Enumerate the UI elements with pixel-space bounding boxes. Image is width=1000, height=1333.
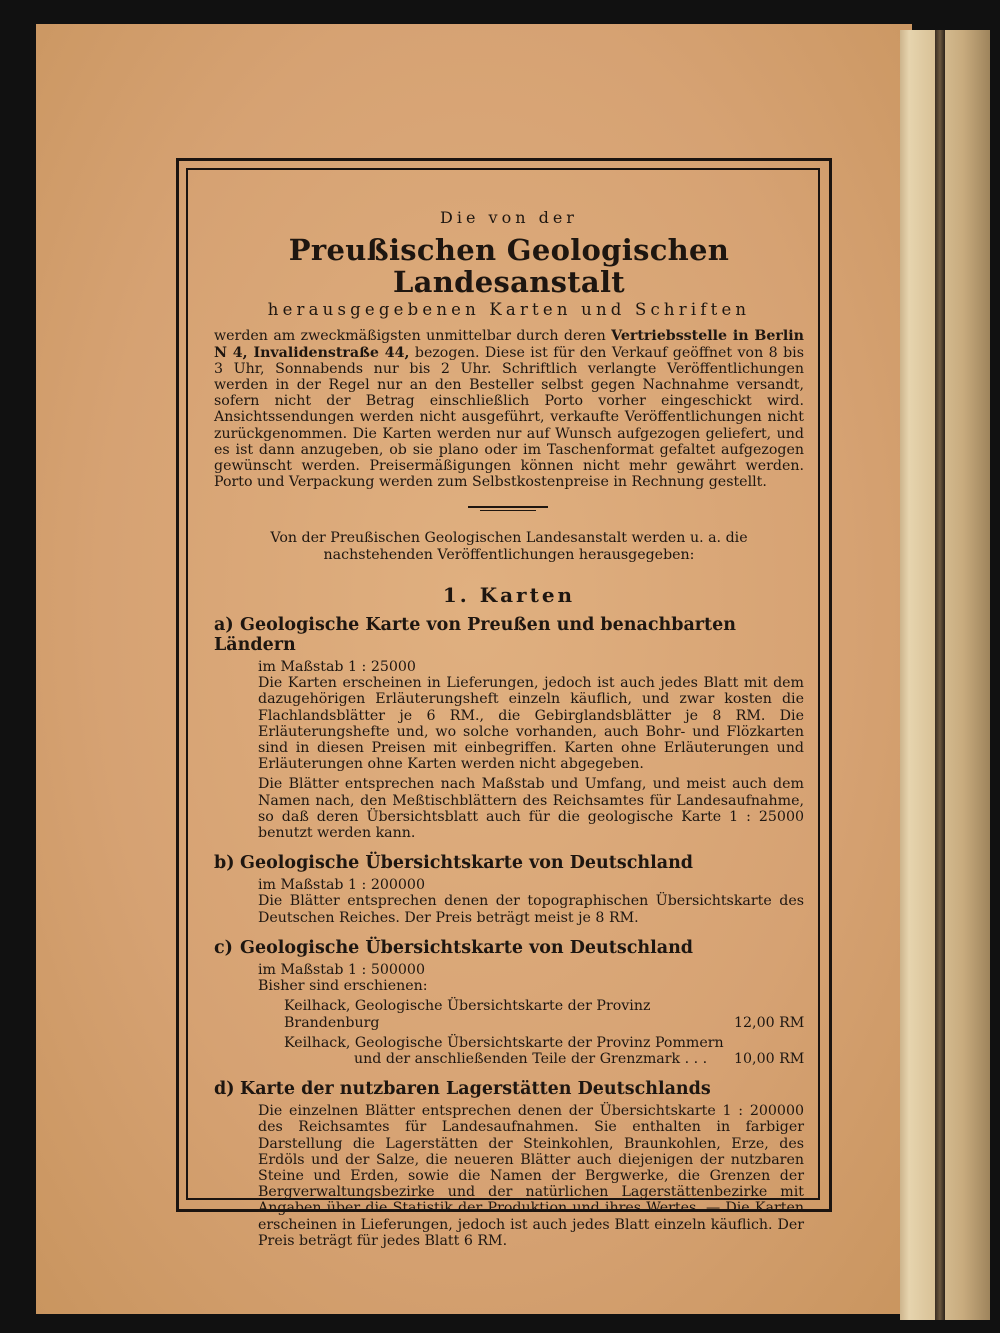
intro-address: Vertriebsstelle in Berlin N 4, Invalidenstraße 44, — [214, 328, 804, 361]
subsection-a-paragraph-2: Die Blätter entsprechen nach Maßstab und Umfang, und meist auch dem Namen nach, den Meßtischblättern des Reichsamtes für Landesaufnahme, so daß deren Übersichtsblatt auch für die geologische Karte 1 : 25000 benutzt werden kann. — [258, 776, 804, 842]
subsection-b-paragraph-1: Die Blätter entsprechen denen der topographischen Übersichtskarte des Deutschen Reiches. Der Preis beträgt meist je 8 RM. — [258, 893, 804, 926]
subsection-c-title — [214, 938, 804, 958]
subsection-b-scale: im Maßstab 1 : 200000 — [258, 877, 425, 894]
publication-price: 12,00 RM — [734, 1014, 805, 1031]
publication-item — [284, 1035, 804, 1067]
publication-title: Keilhack, Geologische Übersichtskarte der Provinz Pommern — [284, 1034, 724, 1051]
heading-lead: Die von der — [440, 208, 578, 227]
document-content — [214, 210, 804, 1253]
intro-paragraph — [214, 328, 804, 490]
subsection-a-mark: a) — [214, 615, 234, 636]
subsection-d-title — [214, 1079, 804, 1099]
subsection-a-title — [214, 615, 804, 655]
section-title-karten: 1. Karten — [442, 582, 576, 607]
subsection-b-title-text: Geologische Übersichtskarte von Deutschland — [240, 853, 694, 874]
subsection-b-title — [214, 853, 804, 873]
publication-price: 10,00 RM — [734, 1050, 805, 1067]
publication-title: Keilhack, Geologische Übersichtskarte der Provinz Brandenburg — [284, 998, 651, 1031]
subsection-d-paragraph-1: Die einzelnen Blätter entsprechen denen der Übersichtskarte 1 : 200000 des Reichsamtes für Landesaufnahmen. Sie enthalten in farbiger Darstellung die Lagerstätten der Steinkohlen, Braunkohlen, Erze, des Erdöls und der Salze, die neueren Blätter auch diejenigen der nutzbaren Steine und Erden, sowie die Namen der Bergwerke, die Grenzen der Bergverwaltungsbezirke und der natürlichen Lagerstättenbezirke mit Angaben über die Statistik der Produktion und ihres Wertes. — Die Karten erscheinen in Lieferungen, jedoch ist auch jedes Blatt einzeln käuflich. Der Preis beträgt für jedes Blatt 6 RM. — [258, 1103, 804, 1249]
intro-part1: werden am zweckmäßigsten unmittelbar durch deren — [214, 328, 606, 345]
subsection-d-mark: d) — [214, 1079, 235, 1100]
subsection-c-intro: Bisher sind erschienen: — [258, 978, 428, 995]
main-title: Preußischen Geologischen Landesanstalt — [288, 233, 730, 300]
publication-item — [284, 998, 804, 1030]
intro-part2: bezogen. Diese ist für den Verkauf geöffnet von 8 bis 3 Uhr, Sonnabends nur bis 2 Uhr. Schriftlich verlangte Veröffentlichungen werden in der Regel nur an den Besteller selbst gegen Nachnahme versandt, sofern nicht der Betrag einschließlich Porto vorher eingeschickt wird. Ansichtssendungen werden nicht ausgeführt, verkaufte Veröffentlichungen nicht zurückgenommen. Die Karten werden nur auf Wunsch aufgezogen geliefert, und es ist dann anzugeben, ob sie plano oder im Taschenformat gefaltet aufgezogen gewünscht werden. Preisermäßigungen können nicht mehr gewährt werden. Porto und Verpackung werden zum Selbstkostenpreise in Rechnung gestellt. — [214, 344, 804, 491]
publication-title-cont: und der anschließenden Teile der Grenzmark . . . — [354, 1050, 708, 1067]
subsection-a-paragraph-1: Die Karten erscheinen in Lieferungen, jedoch ist auch jedes Blatt mit dem dazugehörigen Erläuterungsheft einzeln käuflich, und zwar kosten die Flachlandsblätter je 6 RM., die Gebirglandsblätter je 8 RM. Die Erläuterungshefte und, wo solche vorhanden, auch Bohr- und Flözkarten sind in diesen Preisen mit einbegriffen. Karten ohne Erläuterungen und Erläuterungen ohne Karten werden nicht abgegeben. — [258, 675, 804, 773]
book-spine — [935, 30, 945, 1320]
publications-intro: Von der Preußischen Geologischen Landesanstalt werden u. a. die nachstehenden Veröffentlichungen herausgegeben: — [270, 530, 748, 563]
subsection-b-mark: b) — [214, 853, 235, 874]
divider — [214, 502, 804, 518]
sub-title: herausgegebenen Karten und Schriften — [267, 300, 751, 320]
subsection-a-title-text: Geologische Karte von Preußen und benachbarten Ländern — [214, 615, 736, 656]
subsection-c-mark: c) — [214, 937, 233, 958]
next-page-edge — [900, 30, 990, 1320]
subsection-c-title-text: Geologische Übersichtskarte von Deutschland — [240, 937, 694, 958]
subsection-c-scale: im Maßstab 1 : 500000 — [258, 961, 425, 978]
subsection-a-scale: im Maßstab 1 : 25000 — [258, 659, 416, 676]
subsection-d-title-text: Karte der nutzbaren Lagerstätten Deutschlands — [240, 1079, 711, 1100]
